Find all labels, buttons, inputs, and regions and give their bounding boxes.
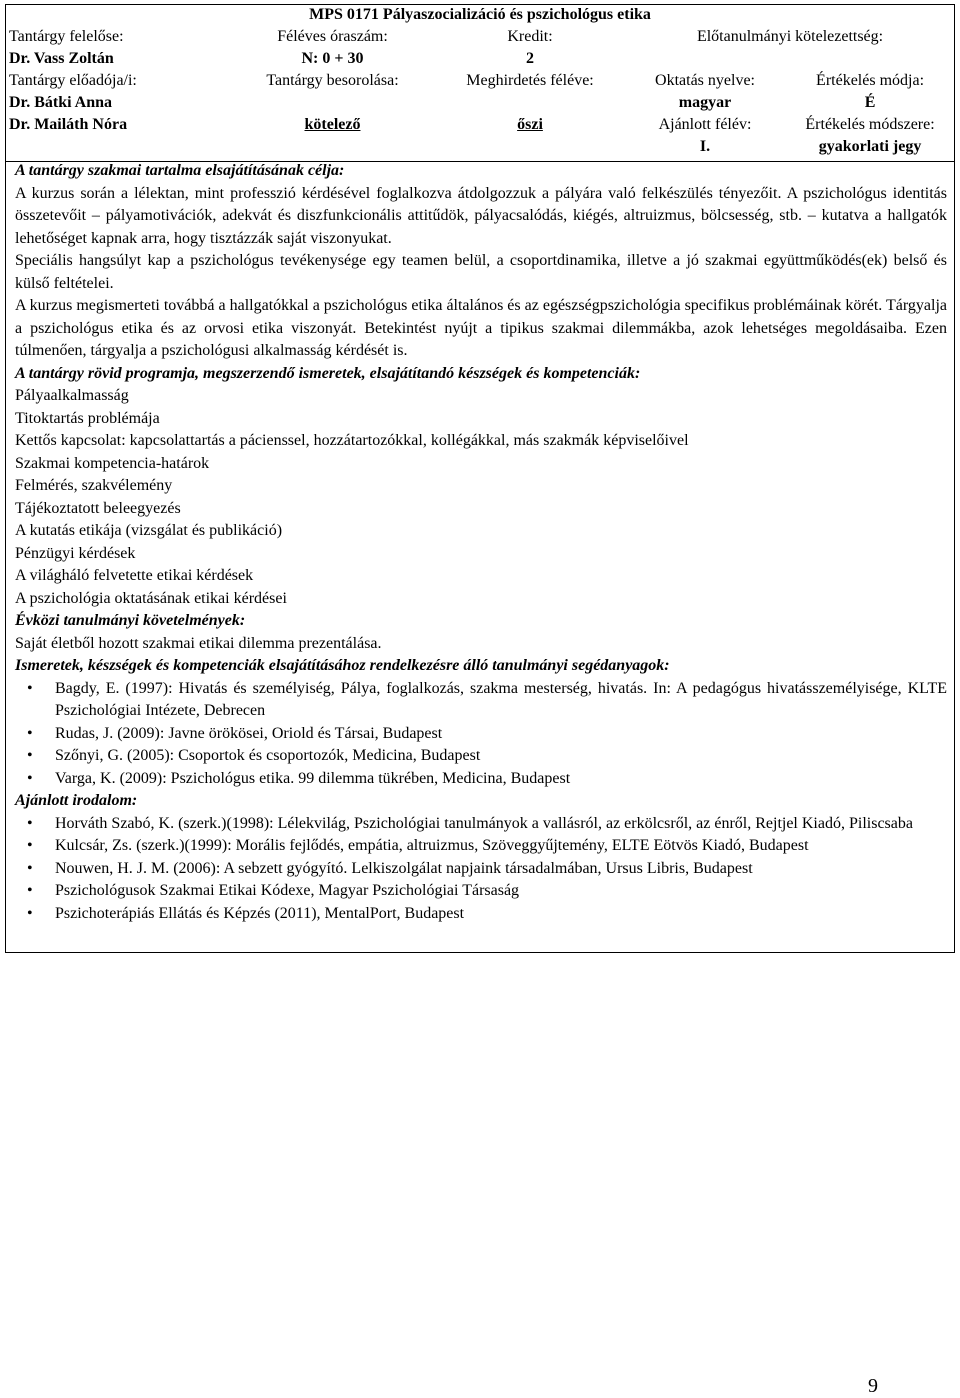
rec-semester-value: I. [699,138,711,155]
list-item: • Rudas, J. (2009): Javne örökösei, Oriold és Társai, Budapest [15,723,947,746]
course-title: MPS 0171 Pályaszocializáció és pszichológus etika [309,6,651,23]
course-content [15,160,947,925]
list-item: • Bagdy, E. (1997): Hivatás és személyiség, Pálya, foglalkozás, szakma mesterség, hivatás. In: A pedagógus hivatásszemélyisége, KLTE Pszichológiai Intézete, Debrecen [15,678,947,723]
goal-paragraph: A kurzus során a lélektan, mint professzió kérdésével foglalkozva átdolgozzuk a pályára való felkészülés tényezőit. A pszichológus identitás összetevőit – pályamotivációk, adekvát és diszfunkcionális attitűdök, pályacsalódás, kiégés, altruizmus, bölcsesség, stb. – kutatva a hallgatók lehetőséget kapnak arra, hogy tisztázzák saját viszonyukat. [15,184,947,247]
classification-value: kötelező [304,116,361,133]
list-item: • Nouwen, H. J. M. (2006): A sebzett gyógyító. Lelkiszolgálat napjaink társadalmában, Ursus Libris, Budapest [15,858,947,881]
hours-cell [230,26,435,70]
semester-value: őszi [517,116,543,133]
list-item: • Horváth Szabó, K. (szerk.)(1998): Lélekvilág, Pszichológiai tanulmányok a vallásról, az erkölcsről, az énről, Rejtjel Kiadó, Piliscsaba [15,813,947,836]
prereq-label: Előtanulmányi kötelezettség: [696,28,884,45]
eval-mode-label: Értékelés módja: [816,72,925,89]
page-number: 9 [868,1375,878,1397]
requirements-heading: Évközi tanulmányi követelmények: [15,612,246,629]
list-item: • Szőnyi, G. (2005): Csoportok és csoportozók, Medicina, Budapest [15,745,947,768]
eval-method-value: gyakorlati jegy [818,138,922,155]
requirements-text: Saját életből hozott szakmai etikai dilemma prezentálása. [15,634,382,652]
eval-mode-cell [785,70,955,114]
rec-semester-label: Ajánlott félév: [658,116,752,133]
eval-method-cell [785,114,955,158]
classification-cell [230,70,435,158]
literature-heading: Ajánlott irodalom: [15,792,138,809]
literature-list [15,813,947,926]
program-item: Pénzügyi kérdések [15,544,136,562]
list-item: • Pszichoterápiás Ellátás és Képzés (2011), MentalPort, Budapest [15,903,947,926]
materials-heading: Ismeretek, készségek és kompetenciák elsajátításához rendelkezésre álló tanulmányi segédanyagok: [15,657,670,674]
classification-label: Tantárgy besorolása: [266,72,399,89]
credit-label: Kredit: [507,28,553,45]
list-item: • Kulcsár, Zs. (szerk.)(1999): Morális fejlődés, empátia, altruizmus, Szöveggyűjtemény, ELTE Eötvös Kiadó, Budapest [15,835,947,858]
materials-list [15,678,947,791]
hours-label: Féléves óraszám: [277,28,388,45]
language-label: Oktatás nyelve: [655,72,755,89]
lecturer-1: Dr. Bátki Anna [9,94,112,111]
prereq-cell [625,26,955,70]
language-cell [625,70,785,114]
goal-paragraph: Speciális hangsúlyt kap a pszichológus tevékenysége egy teamen belül, a csoportdinamika, illetve a jó szakmai együttműködés(ek) belső és külső feltételei. [15,252,947,292]
program-item: Szakmai kompetencia-határok [15,454,210,472]
program-item: A kutatás etikája (vizsgálat és publikáció) [15,522,283,539]
list-item: • Pszichológusok Szakmai Etikai Kódexe, Magyar Pszichológiai Társaság [15,880,947,903]
rec-semester-cell [625,114,785,158]
responsible-name: Dr. Vass Zoltán [9,50,114,67]
program-item: Kettős kapcsolat: kapcsolattartás a pácienssel, hozzátartozókkal, kollégákkal, más szakmák képviselőivel [15,432,689,449]
program-item: Tájékoztatott beleegyezés [15,499,181,517]
responsible-cell [5,26,230,70]
goal-paragraph: A kurzus megismerteti továbbá a hallgatókkal a pszichológus etika általános és az egészségpszichológia specifikus problémáinak körét. Tárgyalja a pszichológus etika és az orvosi etika viszonyát. Betekintést nyújt a tipikus szakmai dilemmákba, azok lehetséges megoldásaiba. Ezen túlmenően, tárgyalja a pszichológusi alkalmasság kérdését is. [15,297,947,359]
eval-method-label: Értékelés módszere: [805,116,935,133]
program-item: Titoktartás problémája [15,409,160,427]
course-header-table [5,4,955,158]
program-item: A világháló felvetette etikai kérdések [15,567,254,584]
eval-mode-value: É [864,94,876,111]
lecturer-cell [5,70,230,158]
credit-value: 2 [526,50,534,67]
hours-value: N: 0 + 30 [301,50,364,67]
responsible-label: Tantárgy felelőse: [9,28,124,45]
program-item: Felmérés, szakvélemény [15,477,173,494]
program-item: Pályaalkalmasság [15,387,129,404]
credit-cell [435,26,625,70]
semester-cell [435,70,625,158]
semester-label: Meghirdetés féléve: [466,72,594,89]
lecturer-label: Tantárgy előadója/i: [9,72,137,89]
goal-heading: A tantárgy szakmai tartalma elsajátításának célja: [15,162,345,179]
list-item: • Varga, K. (2009): Pszichológus etika. 99 dilemma tükrében, Medicina, Budapest [15,768,947,791]
program-item: A pszichológia oktatásának etikai kérdései [15,589,287,607]
program-heading: A tantárgy rövid programja, megszerzendő ismeretek, elsajátítandó készségek és kompetenciák: [15,364,641,382]
lecturer-2: Dr. Mailáth Nóra [9,116,128,133]
language-value: magyar [678,94,732,111]
